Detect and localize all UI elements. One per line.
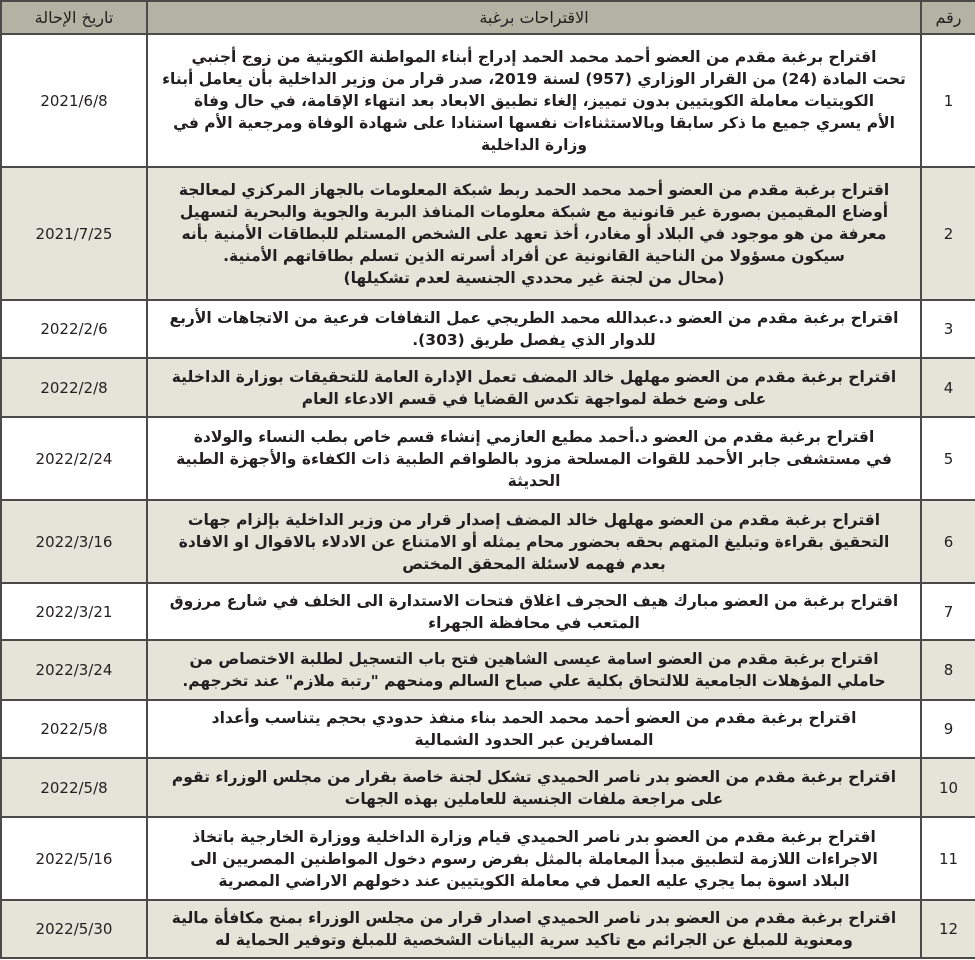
proposal-line: للدوار الذي يفصل طريق (303). (412, 331, 656, 349)
proposal-line: الحديثة (507, 471, 561, 490)
proposal-text (147, 900, 921, 958)
proposal-line: المسافرين عبر الحدود الشمالية (414, 731, 654, 749)
proposal-line: اقتراح برغبة مقدم من العضو مهلهل خالد المضف إصدار قرار من وزير الداخلية بإلزام جهات (187, 510, 881, 529)
row-number: 10 (921, 758, 975, 817)
proposal-line: معرفة من هو موجود في البلاد أو مغادر، أخذ تعهد على الشخص المستلم للبطاقات الأمنية بأنه (181, 224, 887, 243)
table-row (1, 583, 975, 640)
proposal-line: أوضاع المقيمين بصورة غير قانونية مع شبكة معلومات المنافذ البرية والجوية والبحرية لتسهيل (179, 202, 889, 221)
proposal-line: اقتراح برغبة مقدم من العضو د.أحمد مطيع العازمي إنشاء قسم خاص بطب النساء والولادة (193, 427, 875, 446)
proposal-line: تحت المادة (24) من القرار الوزاري (957) لسنة 2019، صدر قرار من وزير الداخلية بأن يعامل أبناء (162, 69, 906, 88)
proposal-line: الكويتيات معاملة الكويتيين بدون تمييز، إلغاء تطبيق الابعاد بعد انتهاء الإقامة، في حال وفاة (193, 91, 875, 110)
table-row (1, 358, 975, 417)
table-row (1, 700, 975, 758)
proposal-line: اقتراح برغبة مقدم من العضو بدر ناصر الحميدي اصدار قرار من مجلس الوزراء بمنح مكافأة مالية (171, 909, 897, 927)
table-row (1, 300, 975, 358)
proposal-text (147, 500, 921, 583)
table-row (1, 640, 975, 700)
proposal-line: اقتراح برغبة مقدم من العضو بدر ناصر الحميدي تشكل لجنة خاصة بقرار من مجلس الوزراء تقوم (171, 767, 897, 786)
row-number: 11 (921, 817, 975, 900)
proposal-line: وزارة الداخلية (481, 135, 587, 154)
referral-date: 2022/5/8 (1, 700, 147, 758)
proposal-line: الأم يسري جميع ما ذكر سابقا وبالاستثناءات نفسها استنادا على شهادة الوفاة ومرجعية الأم في (173, 113, 895, 132)
proposal-text (147, 700, 921, 758)
proposal-text (147, 758, 921, 817)
table-row (1, 817, 975, 900)
referral-date: 2022/2/6 (1, 300, 147, 358)
proposal-line: اقتراح برغبة مقدم من العضو أحمد محمد الحمد إدراج أبناء المواطنة الكويتية من زوج أجنبي (191, 47, 877, 66)
referral-date: 2022/3/16 (1, 500, 147, 583)
header-proposal: الاقتراحات برغبة (147, 1, 921, 34)
referral-date: 2022/2/24 (1, 417, 147, 500)
proposal-line: على وضع خطة لمواجهة تكدس القضايا في قسم الادعاء العام (301, 389, 767, 408)
proposal-text (147, 358, 921, 417)
table-row (1, 167, 975, 300)
table-row (1, 758, 975, 817)
proposal-line: اقتراح برغبة مقدم من العضو أحمد محمد الحمد بناء منفذ حدودي بحجم يتناسب وأعداد (211, 709, 857, 727)
proposal-text (147, 640, 921, 700)
referral-date: 2022/2/8 (1, 358, 147, 417)
row-number: 3 (921, 300, 975, 358)
proposal-line: على مراجعة ملفات الجنسية للعاملين بهذه الجهات (344, 789, 724, 808)
proposal-line: الاجراءات اللازمة لتطبيق مبدأ المعاملة بالمثل بفرض رسوم دخول المواطنين المصريين الى (190, 849, 878, 868)
proposal-line: في مستشفى جابر الأحمد للقوات المسلحة مزود بالطواقم الطبية ذات الكفاءة والأجهزة الطبية (176, 449, 892, 468)
referral-date: 2022/5/16 (1, 817, 147, 900)
row-number: 4 (921, 358, 975, 417)
table-body (1, 34, 975, 958)
proposal-line: بعدم فهمه لاسئلة المحقق المختص (402, 554, 666, 573)
table-row (1, 34, 975, 167)
row-number: 2 (921, 167, 975, 300)
proposal-line: اقتراح برغبة مقدم من العضو أحمد محمد الحمد ربط شبكة المعلومات بالجهاز المركزي لمعالجة (178, 180, 890, 199)
proposal-line: ومعنوية للمبلغ عن الجرائم مع تاكيد سرية البيانات الشخصية للمبلغ وتوفير الحماية له (215, 931, 853, 949)
proposal-text (147, 583, 921, 640)
referral-date: 2022/5/8 (1, 758, 147, 817)
proposal-text (147, 167, 921, 300)
proposal-line: اقتراح برغبة من العضو مبارك هيف الحجرف اغلاق فتحات الاستدارة الى الخلف في شارع مرزوق (169, 591, 899, 610)
referral-date: 2021/6/8 (1, 34, 147, 167)
header-number: رقم (921, 1, 975, 34)
proposal-line: سيكون مسؤولا من الناحية القانونية عن أفراد أسرته الذين تسلم بطاقاتهم الأمنية. (223, 246, 845, 265)
row-number: 5 (921, 417, 975, 500)
referral-date: 2022/3/21 (1, 583, 147, 640)
row-number: 7 (921, 583, 975, 640)
referral-date: 2022/5/30 (1, 900, 147, 958)
proposal-line: اقتراح برغبة مقدم من العضو مهلهل خالد المضف تعمل الإدارة العامة للتحقيقات بوزارة الداخلية (171, 367, 897, 386)
proposal-text (147, 34, 921, 167)
row-number: 12 (921, 900, 975, 958)
proposal-line: التحقيق بقراءة وتبليغ المتهم بحقه بحضور محام يمثله أو الامتناع عن الادلاء بالاقوال او الافادة (178, 532, 890, 551)
table-row (1, 417, 975, 500)
proposal-line: المتعب في محافظة الجهراء (428, 613, 640, 632)
proposal-line: (محال من لجنة غير محددي الجنسية لعدم تشكيلها) (343, 268, 725, 287)
proposal-line: اقتراح برغبة مقدم من العضو اسامة عيسى الشاهين فتح باب التسجيل لطلبة الاختصاص من (189, 650, 879, 668)
proposal-text (147, 300, 921, 358)
row-number: 9 (921, 700, 975, 758)
row-number: 8 (921, 640, 975, 700)
proposal-line: البلاد اسوة بما يجري عليه العمل في معاملة الكويتيين عند دخولهم الاراضي المصرية (218, 871, 850, 890)
proposal-line: حاملي المؤهلات الجامعية للالتحاق بكلية علي صباح السالم ومنحهم "رتبة ملازم" عند تخرجهم. (182, 672, 886, 690)
header-referral-date: تاريخ الإحالة (1, 1, 147, 34)
referral-date: 2022/3/24 (1, 640, 147, 700)
row-number: 6 (921, 500, 975, 583)
proposal-text (147, 817, 921, 900)
table-row (1, 900, 975, 958)
proposal-line: اقتراح برغبة مقدم من العضو د.عبدالله محمد الطريجي عمل التفافات فرعية من الاتجاهات الأربع (169, 309, 899, 327)
proposal-text (147, 417, 921, 500)
row-number: 1 (921, 34, 975, 167)
table-row (1, 500, 975, 583)
referral-date: 2021/7/25 (1, 167, 147, 300)
header-row (1, 1, 975, 34)
proposal-line: اقتراح برغبة مقدم من العضو بدر ناصر الحميدي قيام وزارة الداخلية ووزارة الخارجية باتخاذ (192, 827, 876, 846)
